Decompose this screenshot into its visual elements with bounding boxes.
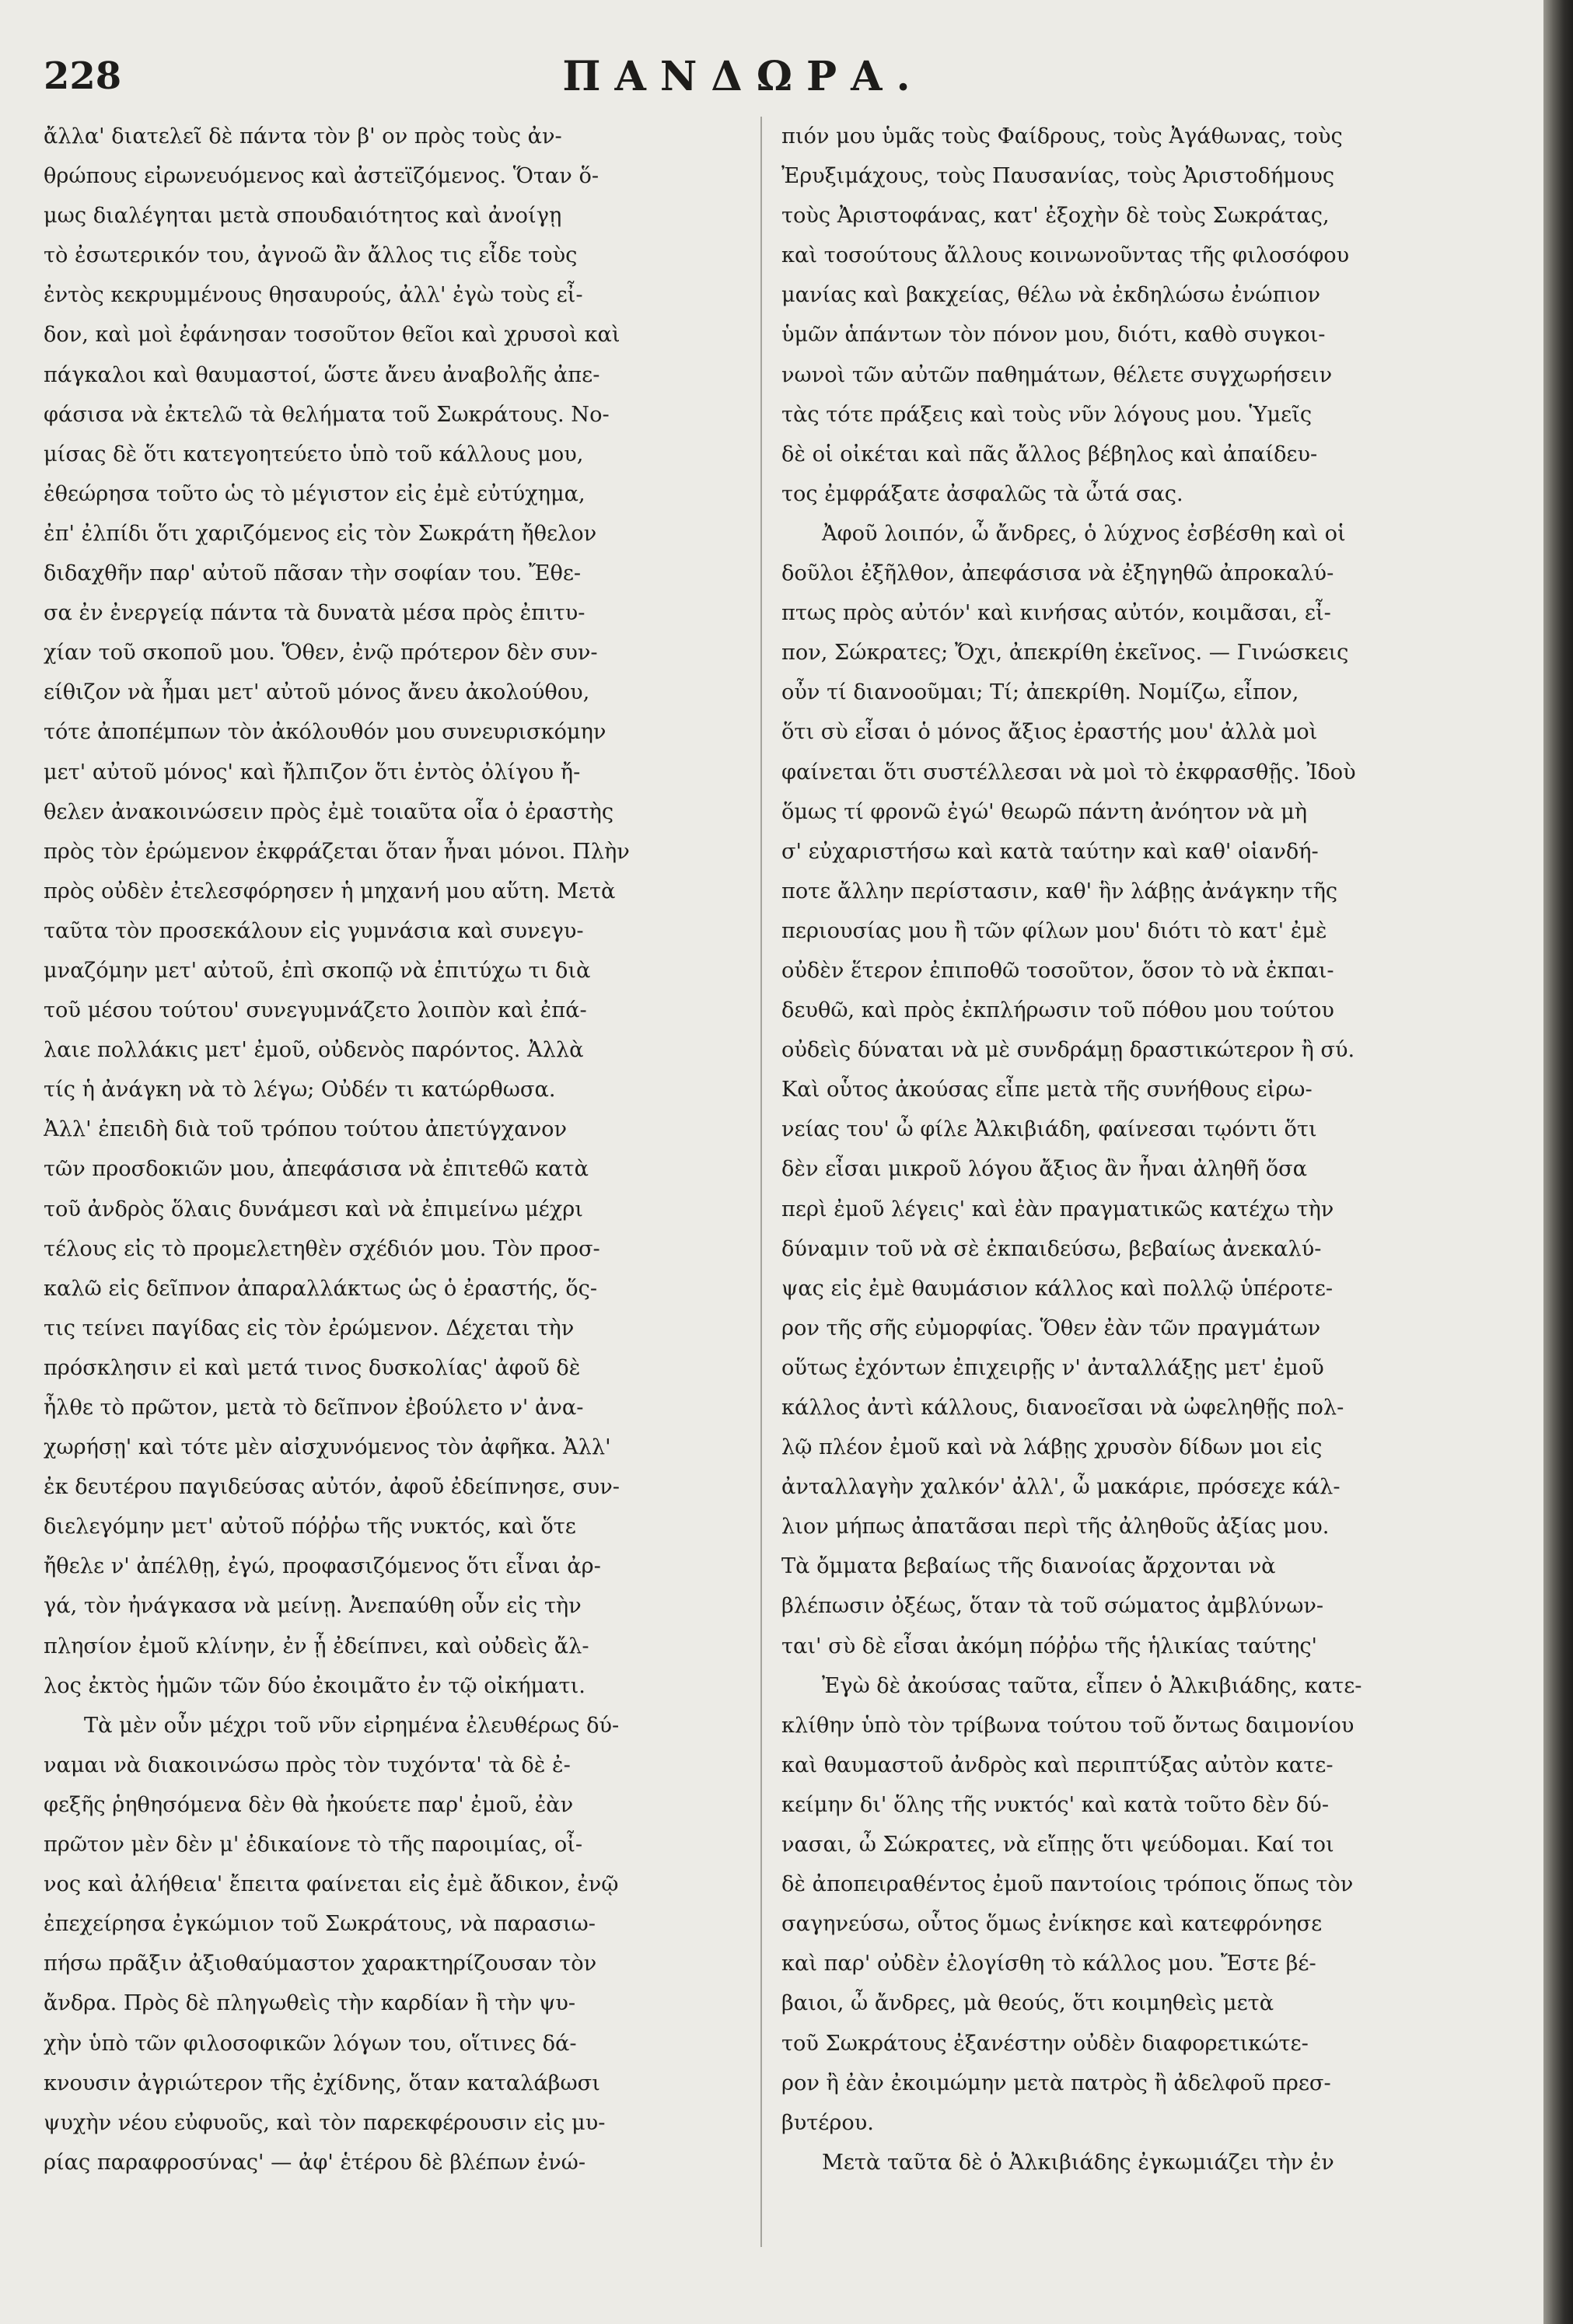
text-line: τότε ἀποπέμπων τὸν ἀκόλουθόν μου συνευρισκόμην (44, 720, 606, 745)
column-divider (760, 117, 762, 2247)
text-line: οὖν τί διανοοῦμαι; Τί; ἀπεκρίθη. Νομίζω, εἶπον, (781, 680, 1299, 705)
text-line: ται' σὺ δὲ εἶσαι ἀκόμη πόῤῥω τῆς ἡλικίας ταύτης' (781, 1634, 1318, 1658)
text-line: ὅμως τί φρονῶ ἐγώ' θεωρῶ πάντη ἀνόητον νὰ μὴ (781, 799, 1308, 824)
text-line: ὅτι σὺ εἶσαι ὁ μόνος ἄξιος ἐραστής μου' ἀλλὰ μοὶ (781, 720, 1318, 745)
text-line: Ἐγὼ δὲ ἀκούσας ταῦτα, εἶπεν ὁ Ἀλκιβιάδης, κατε- (822, 1673, 1362, 1698)
text-line: τὰς τότε πράξεις καὶ τοὺς νῦν λόγους μου. Ὑμεῖς (781, 402, 1313, 427)
text-line: πρὸς τὸν ἐρώμενον ἐκφράζεται ὅταν ἦναι μόνοι. Πλὴν (44, 839, 630, 864)
text-line: ναμαι νὰ διακοινώσω πρὸς τὸν τυχόντα' τὰ δὲ ἐ- (44, 1753, 571, 1777)
text-line: θρώπους εἰρωνευόμενος καὶ ἀστεϊζόμενος. Ὅταν ὅ- (44, 164, 599, 189)
text-line: ἐπεχείρησα ἐγκώμιον τοῦ Σωκράτους, νὰ παρασιω- (44, 1912, 596, 1937)
text-line: θελεν ἀνακοινώσειν πρὸς ἐμὲ τοιαῦτα οἷα ὁ ἐραστὴς (44, 799, 614, 824)
text-line: ψυχὴν νέου εὐφυοῦς, καὶ τὸν παρεκφέρουσιν εἰς μυ- (44, 2110, 606, 2135)
text-line: καὶ τοσούτους ἄλλους κοινωνοῦντας τῆς φιλοσόφου (781, 243, 1350, 268)
text-line: ὑμῶν ἁπάντων τὸν πόνον μου, διότι, καθὸ συγκοι- (781, 323, 1326, 348)
text-line: είθιζον νὰ ἦμαι μετ' αὐτοῦ μόνος ἄνευ ἀκολούθου, (44, 680, 590, 705)
text-line: πτως πρὸς αὐτόν' καὶ κινήσας αὐτόν, κοιμᾶσαι, εἶ- (781, 601, 1331, 626)
text-line: γά, τὸν ἠνάγκασα νὰ μείνῃ. Ἀνεπαύθη οὖν εἰς τὴν (44, 1594, 582, 1619)
text-line: πρὸς οὐδὲν ἐτελεσφόρησεν ἡ μηχανή μου αὕτη. Μετὰ (44, 879, 616, 903)
left-text-column (44, 117, 739, 2182)
text-line: πρῶτον μὲν δὲν μ' ἐδικαίονε τὸ τῆς παροιμίας, οἶ- (44, 1833, 583, 1857)
text-line: καλῶ εἰς δεῖπνον ἀπαραλλάκτως ὡς ὁ ἐραστής, ὅς- (44, 1276, 598, 1301)
text-line: ἐκ δευτέρου παγιδεύσας αὐτόν, ἀφοῦ ἐδείπνησε, συν- (44, 1475, 620, 1500)
text-line: τέλους εἰς τὸ προμελετηθὲν σχέδιόν μου. Τὸν προσ- (44, 1236, 600, 1261)
text-line: τὸ ἐσωτερικόν του, ἀγνοῶ ἂν ἄλλος τις εἶδε τοὺς (44, 243, 578, 268)
text-line: βαιοι, ὦ ἄνδρες, μὰ θεούς, ὅτι κοιμηθεὶς μετὰ (781, 1991, 1274, 2016)
text-line: τοῦ Σωκράτους ἐξανέστην οὐδὲν διαφορετικώτε- (781, 2031, 1309, 2056)
text-line: βλέπωσιν ὀξέως, ὅταν τὰ τοῦ σώματος ἀμβλύνων- (781, 1594, 1324, 1619)
text-line: οὐδὲν ἕτερον ἐπιποθῶ τοσοῦτον, ὅσον τὸ νὰ ἐκπαι- (781, 958, 1334, 983)
text-line: νωνοὶ τῶν αὐτῶν παθημάτων, θέλετε συγχωρήσειν (781, 362, 1333, 387)
text-line: καὶ παρ' οὐδὲν ἐλογίσθη τὸ κάλλος μου. Ἔστε βέ- (781, 1952, 1316, 1976)
text-line: μετ' αὐτοῦ μόνος' καὶ ἤλπιζον ὅτι ἐντὸς ὀλίγου ἤ- (44, 760, 581, 785)
text-line: σ' εὐχαριστήσω καὶ κατὰ ταύτην καὶ καθ' οἱανδή- (781, 839, 1319, 864)
text-line: Καὶ οὗτος ἀκούσας εἶπε μετὰ τῆς συνήθους εἰρω- (781, 1078, 1313, 1103)
text-line: διελεγόμην μετ' αὐτοῦ πόῤῥω τῆς νυκτός, καὶ ὅτε (44, 1515, 576, 1539)
text-line: σαγηνεύσω, οὗτος ὅμως ἐνίκησε καὶ κατεφρόνησε (781, 1912, 1323, 1937)
text-line: οὕτως ἐχόντων ἐπιχειρῇς ν' ἀνταλλάξῃς μετ' ἐμοῦ (781, 1355, 1324, 1380)
text-line: κνουσιν ἀγριώτερον τῆς ἐχίδνης, ὅταν καταλάβωσι (44, 2071, 600, 2095)
text-line: τοὺς Ἀριστοφάνας, κατ' ἐξοχὴν δὲ τοὺς Σωκράτας, (781, 204, 1330, 229)
text-line: καὶ θαυμαστοῦ ἀνδρὸς καὶ περιπτύξας αὐτὸν κατε- (781, 1753, 1334, 1777)
text-line: δὲ οἱ οἰκέται καὶ πᾶς ἄλλος βέβηλος καὶ ἀπαίδευ- (781, 442, 1318, 467)
text-line: ἦλθε τὸ πρῶτον, μετὰ τὸ δεῖπνον ἐβούλετο ν' ἀνα- (44, 1396, 584, 1420)
text-line: μως διαλέγηται μετὰ σπουδαιότητος καὶ ἀνοίγῃ (44, 204, 562, 229)
text-line: πον, Σώκρατες; Ὄχι, ἀπεκρίθη ἐκεῖνος. — Γινώσκεις (781, 641, 1349, 666)
text-line: ἄλλα' διατελεῖ δὲ πάντα τὸν β' ον πρὸς τοὺς ἀν- (44, 124, 562, 149)
text-line: δύναμιν τοῦ νὰ σὲ ἐκπαιδεύσω, βεβαίως ἀνεκαλύ- (781, 1236, 1322, 1261)
text-line: ταῦτα τὸν προσεκάλουν εἰς γυμνάσια καὶ συνεγυ- (44, 918, 584, 943)
text-line: λος ἐκτὸς ἡμῶν τῶν δύο ἐκοιμᾶτο ἐν τῷ οἰκήματι. (44, 1673, 586, 1698)
text-line: φεξῆς ῥηθησόμενα δὲν θὰ ἠκούετε παρ' ἐμοῦ, ἐὰν (44, 1792, 574, 1817)
page-number: 228 (44, 54, 122, 98)
text-line: χωρήσῃ' καὶ τότε μὲν αἰσχυνόμενος τὸν ἀφῆκα. Ἀλλ' (44, 1435, 611, 1460)
text-line: σα ἐν ἐνεργείᾳ πάντα τὰ δυνατὰ μέσα πρὸς ἐπιτυ- (44, 601, 586, 626)
text-line: ἀνταλλαγὴν χαλκόν' ἀλλ', ὦ μακάριε, πρόσεχε κάλ- (781, 1475, 1341, 1500)
text-line: τοῦ ἀνδρὸς ὅλαις δυνάμεσι καὶ νὰ ἐπιμείνω μέχρι (44, 1197, 583, 1221)
text-line: οὐδεὶς δύναται νὰ μὲ συνδράμῃ δραστικώτερον ἢ σύ. (781, 1038, 1355, 1063)
text-line: δοῦλοι ἐξῆλθον, ἀπεφάσισα νὰ ἐξηγηθῶ ἀπροκαλύ- (781, 561, 1334, 586)
text-line: ρίας παραφροσύνας' — ἀφ' ἑτέρου δὲ βλέπων ἐνώ- (44, 2150, 586, 2175)
text-line: πήσω πρᾶξιν ἀξιοθαύμαστον χαρακτηρίζουσαν τὸν (44, 1952, 597, 1976)
text-line: ποτε ἄλλην περίστασιν, καθ' ἣν λάβῃς ἀνάγκην τῆς (781, 879, 1338, 903)
text-line: Ἐρυξιμάχους, τοὺς Παυσανίας, τοὺς Ἀριστοδήμους (781, 164, 1335, 189)
page-header (44, 47, 1459, 117)
text-line: μναζόμην μετ' αὐτοῦ, ἐπὶ σκοπῷ νὰ ἐπιτύχω τι διὰ (44, 958, 591, 983)
text-line: διδαχθῆν παρ' αὐτοῦ πᾶσαν τὴν σοφίαν του. Ἔθε- (44, 561, 582, 586)
text-line: ἤθελε ν' ἀπέλθῃ, ἐγώ, προφασιζόμενος ὅτι εἶναι ἀρ- (44, 1554, 601, 1579)
text-line: ἐθεώρησα τοῦτο ὡς τὸ μέγιστον εἰς ἐμὲ εὐτύχημα, (44, 481, 586, 506)
text-line: τος ἐμφράξατε ἀσφαλῶς τὰ ὦτά σας. (781, 481, 1183, 506)
text-line: Τὰ ὄμματα βεβαίως τῆς διανοίας ἄρχονται νὰ (781, 1554, 1276, 1579)
text-line: χὴν ὑπὸ τῶν φιλοσοφικῶν λόγων του, οἵτινες δά- (44, 2031, 577, 2056)
text-line: Ἀλλ' ἐπειδὴ διὰ τοῦ τρόπου τούτου ἀπετύγχανον (44, 1117, 568, 1142)
text-line: πιόν μου ὑμᾶς τοὺς Φαίδρους, τοὺς Ἀγάθωνας, τοὺς (781, 124, 1343, 149)
text-line: νος καὶ ἀλήθεια' ἔπειτα φαίνεται εἰς ἐμὲ ἄδικον, ἐνῷ (44, 1872, 619, 1897)
text-line: χίαν τοῦ σκοποῦ μου. Ὅθεν, ἐνῷ πρότερον δὲν συν- (44, 641, 598, 666)
text-line: νασαι, ὦ Σώκρατες, νὰ εἴπῃς ὅτι ψεύδομαι. Καί τοι (781, 1833, 1334, 1857)
text-line: λιον μήπως ἀπατᾶσαι περὶ τῆς ἀληθοῦς ἀξίας μου. (781, 1515, 1330, 1539)
text-line: τίς ἡ ἀνάγκη νὰ τὸ λέγω; Οὐδέν τι κατώρθωσα. (44, 1078, 556, 1103)
text-line: πρόσκλησιν εἰ καὶ μετά τινος δυσκολίας' ἀφοῦ δὲ (44, 1355, 581, 1380)
text-line: Τὰ μὲν οὖν μέχρι τοῦ νῦν εἰρημένα ἐλευθέρως δύ- (84, 1713, 620, 1738)
text-line: πάγκαλοι καὶ θαυμαστοί, ὥστε ἄνευ ἀναβολῆς ἀπε- (44, 362, 600, 387)
text-line: μανίας καὶ βακχείας, θέλω νὰ ἐκδηλώσω ἐνώπιον (781, 283, 1321, 308)
text-line: κείμην δι' ὅλης τῆς νυκτός' καὶ κατὰ τοῦτο δὲν δύ- (781, 1792, 1330, 1817)
text-line: ἐπ' ἐλπίδι ὅτι χαριζόμενος εἰς τὸν Σωκράτη ἤθελον (44, 521, 597, 546)
text-line: ψας εἰς ἐμὲ θαυμάσιον κάλλος καὶ πολλῷ ὑπέροτε- (781, 1276, 1334, 1301)
text-line: μίσας δὲ ὅτι κατεγοητεύετο ὑπὸ τοῦ κάλλους μου, (44, 442, 584, 467)
text-line: περιουσίας μου ἢ τῶν φίλων μου' διότι τὸ κατ' ἐμὲ (781, 918, 1327, 943)
text-line: νείας του' ὦ φίλε Ἀλκιβιάδη, φαίνεσαι τῳόντι ὅτι (781, 1117, 1317, 1142)
text-line: πλησίον ἐμοῦ κλίνην, ἐν ᾗ ἐδείπνει, καὶ οὐδεὶς ἄλ- (44, 1634, 589, 1658)
running-title: ΠΑΝΔΩΡΑ. (562, 53, 925, 100)
text-line: ἐντὸς κεκρυμμένους θησαυρούς, ἀλλ' ἐγὼ τοὺς εἶ- (44, 283, 583, 308)
text-line: φάσισα νὰ ἐκτελῶ τὰ θελήματα τοῦ Σωκράτους. Νο- (44, 402, 610, 427)
text-line: κλίθην ὑπὸ τὸν τρίβωνα τούτου τοῦ ὄντως δαιμονίου (781, 1713, 1355, 1738)
text-line: δὲν εἶσαι μικροῦ λόγου ἄξιος ἂν ἦναι ἀληθῆ ὅσα (781, 1157, 1308, 1182)
text-line: λαιε πολλάκις μετ' ἐμοῦ, οὐδενὸς παρόντος. Ἀλλὰ (44, 1038, 584, 1063)
page-binding-edge (1543, 0, 1573, 2324)
text-line: ρον τῆς σῆς εὐμορφίας. Ὅθεν ἐὰν τῶν πραγμάτων (781, 1316, 1321, 1340)
text-line: ἄνδρα. Πρὸς δὲ πληγωθεὶς τὴν καρδίαν ἢ τὴν ψυ- (44, 1991, 576, 2016)
text-line: δευθῶ, καὶ πρὸς ἐκπλήρωσιν τοῦ πόθου μου τούτου (781, 998, 1334, 1023)
text-line: δον, καὶ μοὶ ἐφάνησαν τοσοῦτον θεῖοι καὶ χρυσοὶ καὶ (44, 323, 620, 348)
text-line: ρον ἢ ἐὰν ἐκοιμώμην μετὰ πατρὸς ἢ ἀδελφοῦ πρεσ- (781, 2071, 1331, 2095)
text-line: βυτέρου. (781, 2110, 874, 2135)
text-line: τις τείνει παγίδας εἰς τὸν ἐρώμενον. Δέχεται τὴν (44, 1316, 575, 1340)
text-line: φαίνεται ὅτι συστέλλεσαι νὰ μοὶ τὸ ἐκφρασθῇς. Ἰδοὺ (781, 760, 1356, 785)
text-line: κάλλος ἀντὶ κάλλους, διανοεῖσαι νὰ ὠφεληθῇς πολ- (781, 1396, 1344, 1420)
right-text-column (781, 117, 1458, 2182)
text-line: περὶ ἐμοῦ λέγεις' καὶ ἐὰν πραγματικῶς κατέχω τὴν (781, 1197, 1334, 1221)
text-line: λῷ πλέον ἐμοῦ καὶ νὰ λάβῃς χρυσὸν δίδων μοι εἰς (781, 1435, 1323, 1460)
text-line: Ἀφοῦ λοιπόν, ὦ ἄνδρες, ὁ λύχνος ἐσβέσθη καὶ οἱ (822, 521, 1346, 546)
text-line: Μετὰ ταῦτα δὲ ὁ Ἀλκιβιάδης ἐγκωμιάζει τὴν ἐν (822, 2150, 1334, 2175)
text-line: δὲ ἀποπειραθέντος ἐμοῦ παντοίοις τρόποις ὅπως τὸν (781, 1872, 1354, 1897)
text-line: τοῦ μέσου τούτου' συνεγυμνάζετο λοιπὸν καὶ ἐπά- (44, 998, 587, 1023)
text-line: τῶν προσδοκιῶν μου, ἀπεφάσισα νὰ ἐπιτεθῶ κατὰ (44, 1157, 589, 1182)
